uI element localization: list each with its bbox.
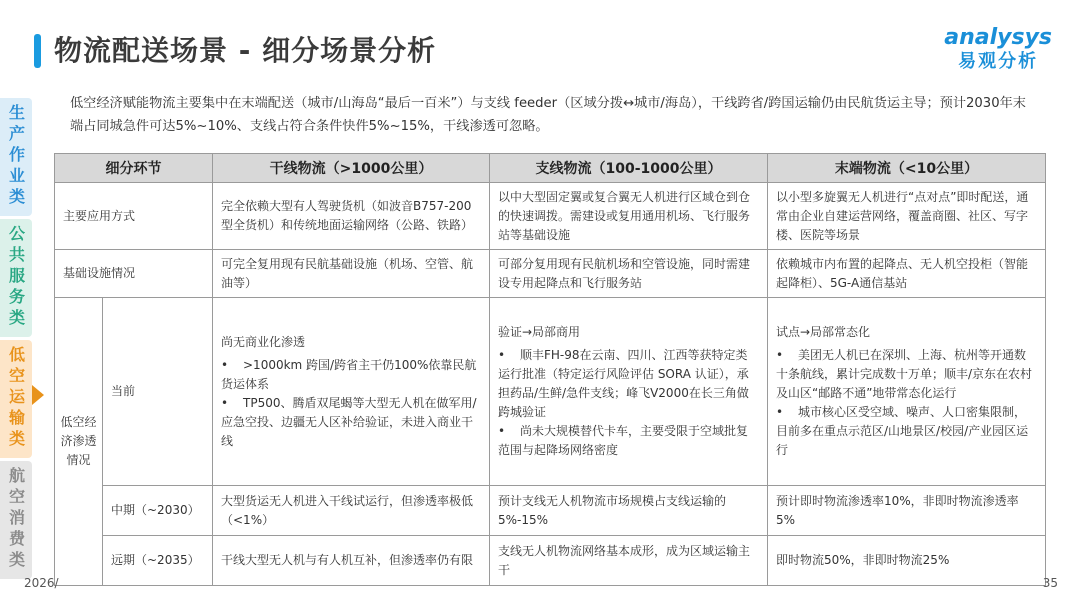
row-label-application: 主要应用方式 — [55, 183, 213, 250]
bullet-icon: • — [776, 405, 784, 419]
row-group-penetration: 低空经济渗透情况 — [55, 298, 103, 586]
sidebar-tab-aviation-consumption[interactable]: 航空消费类 — [0, 461, 32, 579]
cell-mid-last-mile: 预计即时物流渗透率10%，非即时物流渗透率5% — [768, 486, 1046, 536]
table-row — [55, 486, 1046, 536]
row-label-current: 当前 — [103, 298, 213, 486]
page-title: 物流配送场景 - 细分场景分析 — [54, 34, 437, 67]
bullet-icon: • — [776, 348, 784, 362]
cell-heading: 尚无商业化渗透 — [221, 334, 306, 349]
table-row — [55, 536, 1046, 586]
cell-mid-branch: 预计支线无人机物流市场规模占支线运输的5%-15% — [490, 486, 768, 536]
cell-mid-trunk: 大型货运无人机进入干线试运行，但渗透率极低（<1%） — [213, 486, 490, 536]
list-item — [498, 422, 759, 460]
cell-infrastructure-branch: 可部分复用现有民航机场和空管设施，同时需建设专用起降点和飞行服务站 — [490, 250, 768, 298]
segment-analysis-table — [54, 153, 1046, 586]
row-label-long-term: 远期（~2035） — [103, 536, 213, 586]
cell-heading: 试点→局部常态化 — [776, 325, 871, 339]
bullet-icon: • — [221, 357, 229, 372]
cell-long-trunk: 干线大型无人机与有人机互补，但渗透率仍有限 — [213, 536, 490, 586]
footer-date: 2026/ — [24, 576, 59, 590]
sidebar-tab-label: 低空运输类 — [8, 345, 25, 448]
cell-application-last-mile: 以小型多旋翼无人机进行“点对点”即时配送，通常由企业自建运营网络，覆盖商圈、社区、写字楼、医院等场景 — [768, 183, 1046, 250]
title-accent-bar — [34, 34, 41, 68]
table-header-row — [55, 154, 1046, 183]
intro-paragraph: 低空经济赋能物流主要集中在末端配送（城市/山海岛“最后一百米”）与支线 feeder（区域分拨↔城市/海岛），干线跨省/跨国运输仍由民航货运主导；预计2030年末端占同城急件可达5%~10%、支线占符合条件快件5%~15%，干线渗透可忽略。 — [70, 96, 1026, 134]
cell-infrastructure-trunk: 可完全复用现有民航基础设施（机场、空管、航油等） — [213, 250, 490, 298]
sidebar-tab-low-altitude-transport[interactable] — [0, 340, 32, 458]
header-last-mile: 末端物流（<10公里） — [768, 154, 1046, 183]
list-item-text: TP500、腾盾双尾蝎等大型无人机在做军用/应急空投、边疆无人区补给验证，未进入商业干线 — [221, 395, 477, 448]
cell-current-trunk — [213, 298, 490, 486]
bullet-icon: • — [498, 348, 506, 362]
category-sidebar — [0, 98, 34, 582]
cell-heading: 验证→局部商用 — [498, 325, 581, 339]
header-segment: 细分环节 — [55, 154, 213, 183]
sidebar-tab-public-service[interactable]: 公共服务类 — [0, 219, 32, 337]
list-item — [776, 346, 1037, 403]
cell-application-branch: 以中大型固定翼或复合翼无人机进行区域仓到仓的快速调拨。需建设或复用通用机场、飞行服务站等基础设施 — [490, 183, 768, 250]
table-row — [55, 250, 1046, 298]
brand-logo — [944, 26, 1052, 74]
logo-chinese: 易观分析 — [958, 51, 1039, 72]
sidebar-tab-production[interactable]: 生产作业类 — [0, 98, 32, 216]
list-item-text: 顺丰FH-98在云南、四川、江西等获特定类运行批准（特定运行风险评估 SORA 认证），承担药品/生鲜/急件支线；峰飞V2000在长三角做跨城验证 — [498, 348, 749, 419]
row-label-infrastructure: 基础设施情况 — [55, 250, 213, 298]
header-trunk: 干线物流（>1000公里） — [213, 154, 490, 183]
table-row — [55, 298, 1046, 486]
cell-infrastructure-last-mile: 依赖城市内布置的起降点、无人机空投柜（智能起降柜）、5G-A通信基站 — [768, 250, 1046, 298]
cell-long-last-mile: 即时物流50%，非即时物流25% — [768, 536, 1046, 586]
cell-long-branch: 支线无人机物流网络基本成形，成为区域运输主干 — [490, 536, 768, 586]
list-item — [221, 356, 481, 394]
cell-current-last-mile — [768, 298, 1046, 486]
list-item-text: 城市核心区受空域、噪声、人口密集限制，目前多在重点示范区/山地景区/校园/产业园区运行 — [776, 405, 1029, 457]
row-label-mid-term: 中期（~2030） — [103, 486, 213, 536]
list-item — [498, 346, 759, 422]
list-item-text: 美团无人机已在深圳、上海、杭州等开通数十条航线，累计完成数十万单；顺丰/京东在农村及山区“邮路不通”地带常态化运行 — [776, 348, 1033, 400]
cell-current-branch — [490, 298, 768, 486]
list-item-text: 尚未大规模替代卡车，主要受限于空域批复范围与起降场网络密度 — [498, 424, 749, 457]
table-row — [55, 183, 1046, 250]
bullet-icon: • — [498, 424, 506, 438]
cell-application-trunk: 完全依赖大型有人驾驶货机（如波音B757-200型全货机）和传统地面运输网络（公路、铁路） — [213, 183, 490, 250]
list-item — [221, 394, 481, 451]
active-arrow-icon — [32, 385, 44, 405]
list-item — [776, 403, 1037, 460]
page-number: 35 — [1042, 576, 1058, 590]
list-item-text: >1000km 跨国/跨省主干仍100%依靠民航货运体系 — [221, 357, 477, 391]
bullet-icon: • — [221, 395, 229, 410]
header-branch: 支线物流（100-1000公里） — [490, 154, 768, 183]
logo-wordmark: analysys — [944, 25, 1052, 50]
